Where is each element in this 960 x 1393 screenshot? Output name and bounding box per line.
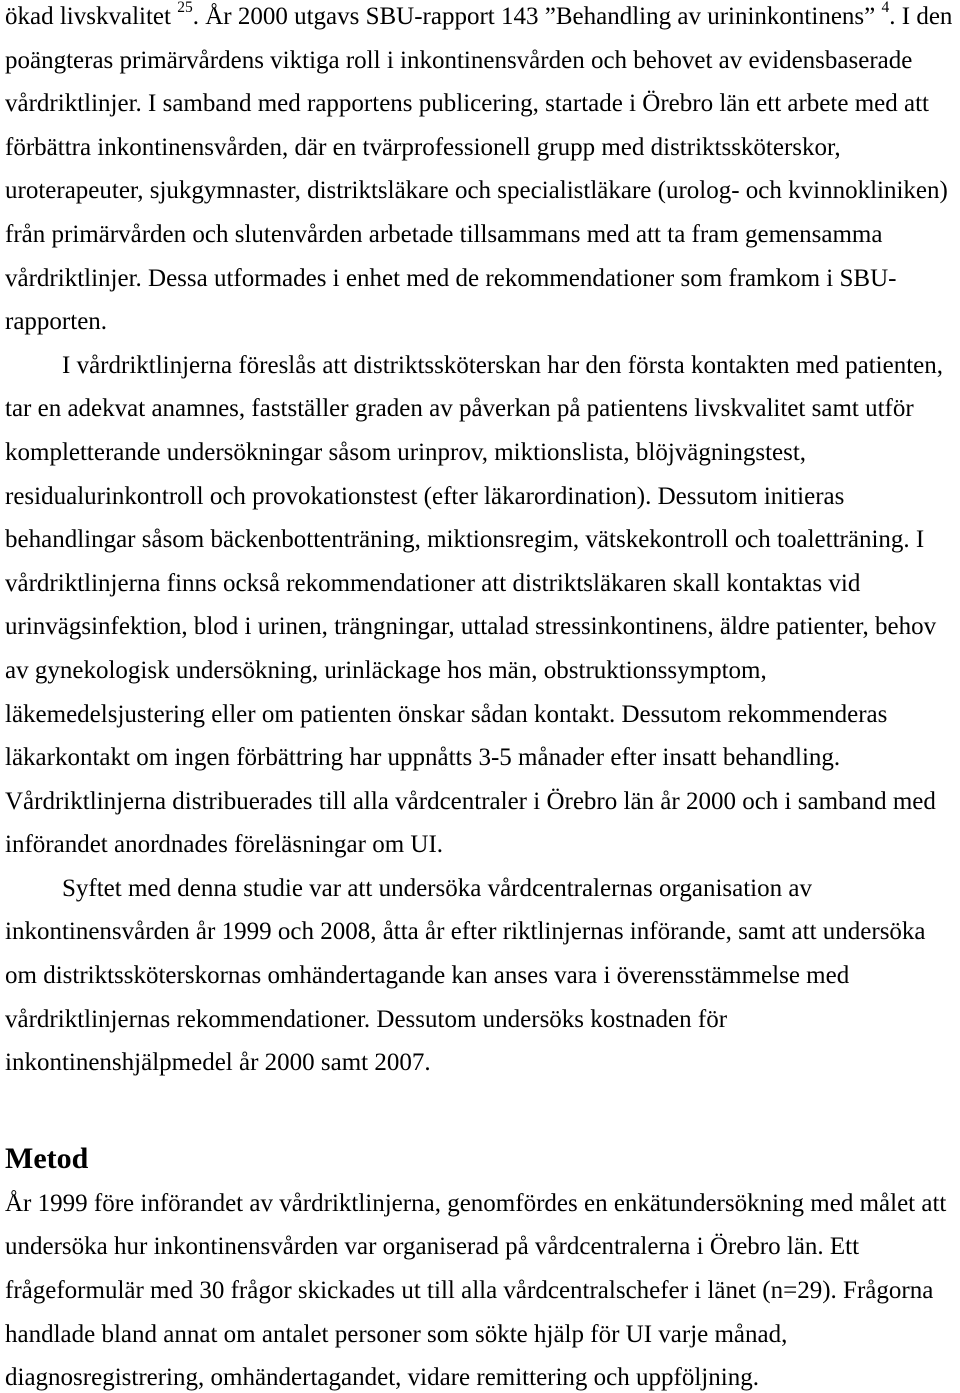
text-line: vårdriktlinjer. I samband med rapportens publicering, startade i Örebro län ett arbete med att [5, 90, 929, 118]
text-line: läkemedelsjustering eller om patienten önskar sådan kontakt. Dessutom rekommenderas [5, 700, 888, 728]
text-line: införandet anordnades föreläsningar om UI. [5, 831, 444, 859]
text-line: urinvägsinfektion, blod i urinen, trängningar, uttalad stressinkontinens, äldre patienter, behov [5, 613, 937, 641]
text-line: kompletterande undersökningar såsom urinprov, miktionslista, blöjvägningstest, [5, 438, 807, 466]
text-line: I vårdriktlinjerna föreslås att distriktssköterskan har den första kontakten med patienten, [62, 351, 943, 379]
text-line: frågeformulär med 30 frågor skickades ut till alla vårdcentralschefer i länet (n=29). Frågorna [5, 1277, 934, 1305]
text-line: rapporten. [5, 308, 108, 336]
text-line: undersöka hur inkontinensvården var organiserad på vårdcentralerna i Örebro län. Ett [5, 1233, 860, 1261]
text-line: poängteras primärvårdens viktiga roll i inkontinensvården och behovet av evidensbaserade [5, 46, 913, 74]
text-line: av gynekologisk undersökning, urinläckage hos män, obstruktionssymptom, [5, 656, 767, 684]
paragraph-guidelines [5, 349, 960, 872]
citation-superscript: 25 [177, 0, 193, 17]
text-line: residualurinkontroll och provokationstest (efter läkarordination). Dessutom initieras [5, 482, 845, 510]
text-line: inkontinensvården år 1999 och 2008, åtta år efter riktlinjernas införande, samt att undersöka [5, 918, 926, 946]
paragraph-aim [5, 872, 960, 1090]
text-line: tar en adekvat anamnes, fastställer graden av påverkan på patientens livskvalitet samt utför [5, 395, 914, 423]
paragraph-intro [5, 0, 960, 349]
text-line: Syftet med denna studie var att undersöka vårdcentralernas organisation av [62, 874, 812, 902]
text-segment: . År 2000 utgavs SBU-rapport 143 ”Behandling av urininkontinens” [192, 3, 882, 30]
text-line: vårdriktlinjer. Dessa utformades i enhet med de rekommendationer som framkom i SBU- [5, 264, 897, 292]
text-line: vårdriktlinjerna finns också rekommendationer att distriktsläkaren skall kontaktas vid [5, 569, 861, 597]
citation-superscript: 4 [881, 0, 890, 17]
text-line: År 1999 före införandet av vårdriktlinjerna, genomfördes en enkätundersökning med målet att [5, 1189, 947, 1217]
section-heading: Metod [5, 1142, 89, 1176]
text-line: diagnosregistrering, omhändertagandet, vidare remittering och uppföljning. [5, 1364, 759, 1392]
text-line: från primärvården och slutenvården arbetade tillsammans med att ta fram gemensamma [5, 220, 883, 248]
text-line: om distriktssköterskornas omhändertagande kan anses vara i överensstämmelse med [5, 962, 850, 990]
text-line: förbättra inkontinensvården, där en tvärprofessionell grupp med distriktssköterskor, [5, 133, 841, 161]
paragraph-method [5, 1187, 960, 1392]
text-segment: . I den [889, 3, 953, 30]
text-line: handlade bland annat om antalet personer som sökte hjälp för UI varje månad, [5, 1320, 788, 1348]
text-line: inkontinenshjälpmedel år 2000 samt 2007. [5, 1049, 431, 1077]
text-line: behandlingar såsom bäckenbottenträning, miktionsregim, vätskekontroll och toaletträning. I [5, 526, 925, 554]
text-line: läkarkontakt om ingen förbättring har uppnåtts 3-5 månader efter insatt behandling. [5, 744, 841, 772]
text-segment: ökad livskvalitet [5, 3, 178, 30]
text-line: Vårdriktlinjerna distribuerades till alla vårdcentraler i Örebro län år 2000 och i samband med [5, 787, 936, 815]
text-line: uroterapeuter, sjukgymnaster, distriktsläkare och specialistläkare (urolog- och kvinnokliniken) [5, 177, 948, 205]
text-line [5, 0, 960, 44]
text-line: vårdriktlinjernas rekommendationer. Dessutom undersöks kostnaden för [5, 1005, 728, 1033]
